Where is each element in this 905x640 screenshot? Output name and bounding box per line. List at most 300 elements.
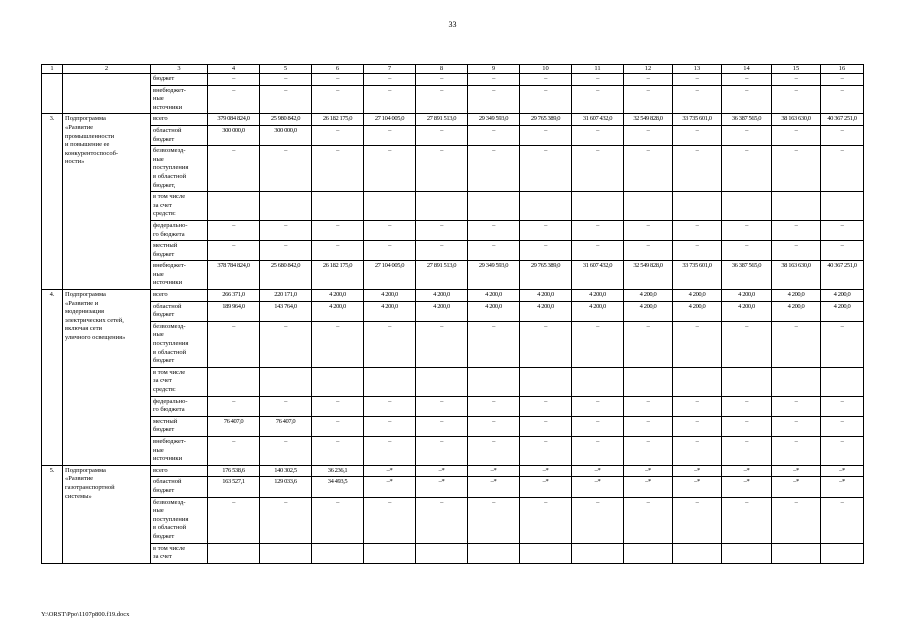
amount-cell: –	[312, 321, 364, 367]
column-number: 12	[624, 65, 673, 74]
amount-cell: –	[364, 125, 416, 145]
funding-source-label: в том числе за счет средств:	[151, 367, 208, 396]
amount-cell: –	[364, 85, 416, 114]
amount-cell: –	[312, 85, 364, 114]
amount-cell: –	[312, 220, 364, 240]
amount-cell: 34 493,5	[312, 477, 364, 497]
amount-cell: –	[520, 146, 572, 192]
amount-cell: –	[572, 416, 624, 436]
amount-cell: –	[572, 497, 624, 543]
amount-cell	[260, 192, 312, 221]
amount-cell: –	[520, 125, 572, 145]
amount-cell: 300 000,0	[208, 125, 260, 145]
amount-cell: 26 182 175,0	[312, 261, 364, 290]
subprogram-name: Подпрограмма «Развитие промышленности и повышение ее конкурентоспособ- ности»	[63, 114, 151, 290]
amount-cell: –	[468, 497, 520, 543]
amount-cell: 33 735 601,0	[673, 261, 722, 290]
amount-cell: –	[572, 146, 624, 192]
amount-cell: –	[673, 85, 722, 114]
amount-cell: –	[208, 241, 260, 261]
amount-cell	[364, 192, 416, 221]
amount-cell: 26 182 175,0	[312, 114, 364, 126]
funding-source-label: областной бюджет	[151, 477, 208, 497]
amount-cell: 4 200,0	[572, 301, 624, 321]
amount-cell	[208, 543, 260, 563]
table-row	[42, 301, 864, 321]
amount-cell	[821, 192, 864, 221]
amount-cell: –	[468, 85, 520, 114]
amount-cell: –	[520, 396, 572, 416]
amount-cell: –	[520, 321, 572, 367]
table-row	[42, 114, 864, 126]
amount-cell	[772, 367, 821, 396]
amount-cell: –	[624, 497, 673, 543]
amount-cell: –	[821, 436, 864, 465]
amount-cell: –	[673, 396, 722, 416]
amount-cell	[416, 543, 468, 563]
amount-cell: –	[364, 220, 416, 240]
amount-cell: 176 538,6	[208, 465, 260, 477]
subprogram-name	[63, 74, 151, 114]
header-row	[42, 65, 864, 74]
funding-source-label: местный бюджет	[151, 241, 208, 261]
amount-cell	[416, 192, 468, 221]
amount-cell	[673, 367, 722, 396]
amount-cell: 163 527,1	[208, 477, 260, 497]
amount-cell: –	[572, 125, 624, 145]
amount-cell	[260, 367, 312, 396]
amount-cell: –	[208, 220, 260, 240]
amount-cell: –*	[364, 477, 416, 497]
column-number: 7	[364, 65, 416, 74]
amount-cell: 32 549 828,0	[624, 261, 673, 290]
amount-cell: –	[312, 416, 364, 436]
funding-source-label: внебюджет- ные источники	[151, 436, 208, 465]
amount-cell: –	[722, 146, 772, 192]
funding-source-label: безвозмезд- ные поступления в областной бюджет	[151, 321, 208, 367]
amount-cell: 31 607 432,0	[572, 114, 624, 126]
amount-cell: –	[772, 396, 821, 416]
amount-cell: 36 387 565,0	[722, 114, 772, 126]
amount-cell: –	[312, 125, 364, 145]
amount-cell: –*	[673, 477, 722, 497]
amount-cell: 4 200,0	[416, 301, 468, 321]
amount-cell: 378 784 824,0	[208, 261, 260, 290]
amount-cell: –	[416, 74, 468, 86]
amount-cell: 25 680 842,0	[260, 261, 312, 290]
amount-cell: –	[364, 436, 416, 465]
amount-cell: –	[364, 146, 416, 192]
amount-cell: –	[416, 436, 468, 465]
amount-cell: –	[208, 85, 260, 114]
amount-cell: –	[673, 416, 722, 436]
amount-cell	[468, 543, 520, 563]
amount-cell: 189 964,0	[208, 301, 260, 321]
amount-cell: –	[260, 74, 312, 86]
subprogram-name: Подпрограмма «Развитие газотранспортной системы»	[63, 465, 151, 563]
amount-cell: –	[772, 220, 821, 240]
amount-cell: –	[520, 436, 572, 465]
amount-cell: 27 104 005,0	[364, 261, 416, 290]
amount-cell: 29 765 389,0	[520, 261, 572, 290]
amount-cell: 4 200,0	[673, 301, 722, 321]
amount-cell: –	[468, 74, 520, 86]
amount-cell: –	[468, 125, 520, 145]
amount-cell	[416, 367, 468, 396]
amount-cell: –	[722, 220, 772, 240]
amount-cell: 4 200,0	[624, 301, 673, 321]
amount-cell: –	[364, 416, 416, 436]
column-number: 14	[722, 65, 772, 74]
amount-cell	[208, 367, 260, 396]
funding-table	[41, 64, 864, 564]
amount-cell: –	[572, 396, 624, 416]
table-row	[42, 85, 864, 114]
funding-source-label: всего	[151, 290, 208, 302]
amount-cell: –	[624, 321, 673, 367]
amount-cell: 140 302,5	[260, 465, 312, 477]
amount-cell: –	[312, 396, 364, 416]
column-number: 5	[260, 65, 312, 74]
column-number: 1	[42, 65, 63, 74]
amount-cell: –*	[821, 465, 864, 477]
amount-cell: –	[624, 396, 673, 416]
amount-cell: –	[572, 85, 624, 114]
amount-cell: –*	[520, 477, 572, 497]
table-row	[42, 241, 864, 261]
table-row	[42, 74, 864, 86]
amount-cell: –	[520, 220, 572, 240]
amount-cell: –	[673, 125, 722, 145]
amount-cell: 36 236,1	[312, 465, 364, 477]
amount-cell: –*	[772, 465, 821, 477]
amount-cell: 300 000,0	[260, 125, 312, 145]
amount-cell: –	[468, 220, 520, 240]
amount-cell: –	[260, 220, 312, 240]
amount-cell: –*	[821, 477, 864, 497]
amount-cell: 27 891 513,0	[416, 114, 468, 126]
table-row	[42, 261, 864, 290]
amount-cell: –	[821, 321, 864, 367]
column-number: 16	[821, 65, 864, 74]
amount-cell: –*	[416, 477, 468, 497]
amount-cell: 76 407,0	[208, 416, 260, 436]
amount-cell: –	[416, 396, 468, 416]
amount-cell: –*	[416, 465, 468, 477]
amount-cell: 31 607 432,0	[572, 261, 624, 290]
amount-cell: 38 163 630,0	[772, 114, 821, 126]
amount-cell	[722, 367, 772, 396]
amount-cell: –	[821, 241, 864, 261]
amount-cell	[468, 367, 520, 396]
amount-cell: –	[722, 416, 772, 436]
subprogram-name: Подпрограмма «Развитие и модернизация электрических сетей, включая сети уличного освещения»	[63, 290, 151, 466]
amount-cell: –	[821, 220, 864, 240]
amount-cell: –	[772, 416, 821, 436]
amount-cell: –	[520, 416, 572, 436]
amount-cell: –	[624, 416, 673, 436]
table-row	[42, 192, 864, 221]
amount-cell: –	[821, 74, 864, 86]
amount-cell: –	[260, 146, 312, 192]
amount-cell: –	[572, 220, 624, 240]
amount-cell: 4 200,0	[722, 301, 772, 321]
amount-cell: 220 171,0	[260, 290, 312, 302]
amount-cell	[312, 367, 364, 396]
amount-cell	[312, 543, 364, 563]
amount-cell: –	[772, 497, 821, 543]
amount-cell	[520, 192, 572, 221]
column-number: 10	[520, 65, 572, 74]
amount-cell: –	[821, 146, 864, 192]
amount-cell: –	[772, 85, 821, 114]
amount-cell: 4 200,0	[722, 290, 772, 302]
amount-cell: –	[722, 321, 772, 367]
amount-cell: –	[416, 416, 468, 436]
amount-cell: –	[520, 497, 572, 543]
amount-cell: –	[416, 146, 468, 192]
amount-cell: –	[722, 497, 772, 543]
amount-cell: 4 200,0	[821, 290, 864, 302]
amount-cell: –	[260, 85, 312, 114]
subprogram-number: 5.	[42, 465, 63, 563]
amount-cell: –	[364, 321, 416, 367]
amount-cell: –*	[722, 477, 772, 497]
amount-cell: 4 200,0	[624, 290, 673, 302]
funding-source-label: внебюджет- ные источники	[151, 85, 208, 114]
amount-cell: –	[572, 436, 624, 465]
amount-cell: –	[624, 241, 673, 261]
footer-file-path: Y:\ORST\Ppo\1107p800.f19.docx	[41, 611, 130, 618]
column-number: 13	[673, 65, 722, 74]
funding-source-label: областной бюджет	[151, 125, 208, 145]
funding-source-label: федерально- го бюджета	[151, 220, 208, 240]
column-number: 4	[208, 65, 260, 74]
amount-cell: –	[468, 436, 520, 465]
amount-cell	[520, 543, 572, 563]
amount-cell: –	[208, 436, 260, 465]
amount-cell: –	[520, 241, 572, 261]
amount-cell	[520, 367, 572, 396]
amount-cell	[772, 192, 821, 221]
amount-cell: –	[772, 74, 821, 86]
funding-source-label: местный бюджет	[151, 416, 208, 436]
amount-cell	[572, 367, 624, 396]
subprogram-number	[42, 74, 63, 114]
table-row	[42, 367, 864, 396]
amount-cell: –	[416, 220, 468, 240]
amount-cell	[208, 192, 260, 221]
column-number: 9	[468, 65, 520, 74]
amount-cell: –	[312, 146, 364, 192]
funding-source-label: бюджет	[151, 74, 208, 86]
amount-cell	[624, 367, 673, 396]
amount-cell: –	[208, 497, 260, 543]
amount-cell: –	[772, 321, 821, 367]
table-row	[42, 416, 864, 436]
table-row	[42, 436, 864, 465]
amount-cell: 4 200,0	[468, 301, 520, 321]
amount-cell: 4 200,0	[772, 301, 821, 321]
column-number: 8	[416, 65, 468, 74]
table-row	[42, 321, 864, 367]
funding-source-label: всего	[151, 465, 208, 477]
amount-cell: 29 765 389,0	[520, 114, 572, 126]
amount-cell: –	[260, 241, 312, 261]
amount-cell: 40 367 251,0	[821, 261, 864, 290]
amount-cell: 4 200,0	[821, 301, 864, 321]
amount-cell: 33 735 601,0	[673, 114, 722, 126]
amount-cell: –*	[468, 477, 520, 497]
amount-cell: –	[468, 241, 520, 261]
amount-cell: –	[416, 125, 468, 145]
table-row	[42, 146, 864, 192]
amount-cell: 4 200,0	[520, 290, 572, 302]
amount-cell: 32 549 828,0	[624, 114, 673, 126]
amount-cell: 4 200,0	[772, 290, 821, 302]
amount-cell: –	[260, 396, 312, 416]
amount-cell	[624, 543, 673, 563]
amount-cell: –	[572, 321, 624, 367]
amount-cell: –	[468, 146, 520, 192]
amount-cell: –	[260, 436, 312, 465]
amount-cell: –	[312, 497, 364, 543]
amount-cell	[772, 543, 821, 563]
subprogram-number: 4.	[42, 290, 63, 466]
amount-cell: –	[468, 416, 520, 436]
amount-cell: 29 349 593,0	[468, 114, 520, 126]
amount-cell: 143 764,0	[260, 301, 312, 321]
amount-cell	[260, 543, 312, 563]
amount-cell	[312, 192, 364, 221]
amount-cell	[364, 543, 416, 563]
amount-cell: –	[673, 241, 722, 261]
amount-cell: 27 891 513,0	[416, 261, 468, 290]
amount-cell: –	[722, 241, 772, 261]
amount-cell: –	[364, 396, 416, 416]
column-number: 11	[572, 65, 624, 74]
column-number: 6	[312, 65, 364, 74]
amount-cell: –	[624, 220, 673, 240]
amount-cell: –	[673, 497, 722, 543]
amount-cell: 25 980 842,0	[260, 114, 312, 126]
amount-cell: 129 033,6	[260, 477, 312, 497]
amount-cell: –	[722, 436, 772, 465]
amount-cell: –	[722, 85, 772, 114]
funding-source-label: безвозмезд- ные поступления в областной бюджет	[151, 497, 208, 543]
funding-source-label: в том числе за счет средств:	[151, 192, 208, 221]
amount-cell: 4 200,0	[416, 290, 468, 302]
amount-cell: –	[821, 416, 864, 436]
page-number: 33	[448, 20, 457, 29]
amount-cell	[364, 367, 416, 396]
amount-cell: 4 200,0	[312, 290, 364, 302]
amount-cell: –	[312, 436, 364, 465]
table-row	[42, 543, 864, 563]
amount-cell: –	[673, 146, 722, 192]
amount-cell	[468, 192, 520, 221]
funding-source-label: в том числе за счет	[151, 543, 208, 563]
amount-cell: –*	[624, 465, 673, 477]
column-number: 2	[63, 65, 151, 74]
amount-cell: –	[416, 321, 468, 367]
amount-cell: 38 163 630,0	[772, 261, 821, 290]
amount-cell: –	[416, 497, 468, 543]
amount-cell: –	[722, 74, 772, 86]
amount-cell: 4 200,0	[364, 301, 416, 321]
amount-cell	[572, 543, 624, 563]
amount-cell	[821, 367, 864, 396]
amount-cell: –	[624, 146, 673, 192]
amount-cell: –	[312, 74, 364, 86]
amount-cell: –*	[520, 465, 572, 477]
amount-cell: –	[821, 396, 864, 416]
amount-cell: –	[208, 321, 260, 367]
amount-cell	[673, 543, 722, 563]
amount-cell	[821, 543, 864, 563]
amount-cell: –	[772, 125, 821, 145]
amount-cell	[624, 192, 673, 221]
amount-cell: 4 200,0	[520, 301, 572, 321]
table-row	[42, 220, 864, 240]
amount-cell: –	[722, 396, 772, 416]
table-row	[42, 465, 864, 477]
amount-cell: –	[364, 497, 416, 543]
amount-cell: 29 349 593,0	[468, 261, 520, 290]
amount-cell: –	[673, 74, 722, 86]
amount-cell	[572, 192, 624, 221]
amount-cell: –	[208, 396, 260, 416]
amount-cell: 379 084 824,0	[208, 114, 260, 126]
amount-cell: 4 200,0	[364, 290, 416, 302]
amount-cell: –*	[722, 465, 772, 477]
amount-cell: –	[572, 241, 624, 261]
column-number: 3	[151, 65, 208, 74]
amount-cell: –*	[624, 477, 673, 497]
amount-cell: –	[416, 85, 468, 114]
amount-cell: 4 200,0	[673, 290, 722, 302]
amount-cell: –*	[772, 477, 821, 497]
subprogram-number: 3.	[42, 114, 63, 290]
amount-cell: –	[364, 74, 416, 86]
amount-cell: 36 387 565,0	[722, 261, 772, 290]
amount-cell: 27 104 005,0	[364, 114, 416, 126]
amount-cell: –	[624, 436, 673, 465]
amount-cell: 266 371,0	[208, 290, 260, 302]
amount-cell: –	[260, 321, 312, 367]
amount-cell: –	[468, 321, 520, 367]
amount-cell: –	[520, 85, 572, 114]
amount-cell: –*	[673, 465, 722, 477]
funding-source-label: безвозмезд- ные поступления в областной бюджет,	[151, 146, 208, 192]
funding-source-label: областной бюджет	[151, 301, 208, 321]
amount-cell: –	[520, 74, 572, 86]
amount-cell: –	[468, 396, 520, 416]
amount-cell: –*	[572, 465, 624, 477]
amount-cell: –	[208, 74, 260, 86]
amount-cell: 76 407,0	[260, 416, 312, 436]
amount-cell: –	[312, 241, 364, 261]
table-row	[42, 396, 864, 416]
table-row	[42, 125, 864, 145]
amount-cell: –*	[364, 465, 416, 477]
funding-source-label: всего	[151, 114, 208, 126]
funding-source-label: внебюджет- ные источники	[151, 261, 208, 290]
amount-cell: –	[772, 436, 821, 465]
amount-cell: 4 200,0	[572, 290, 624, 302]
column-number: 15	[772, 65, 821, 74]
amount-cell: –	[364, 241, 416, 261]
